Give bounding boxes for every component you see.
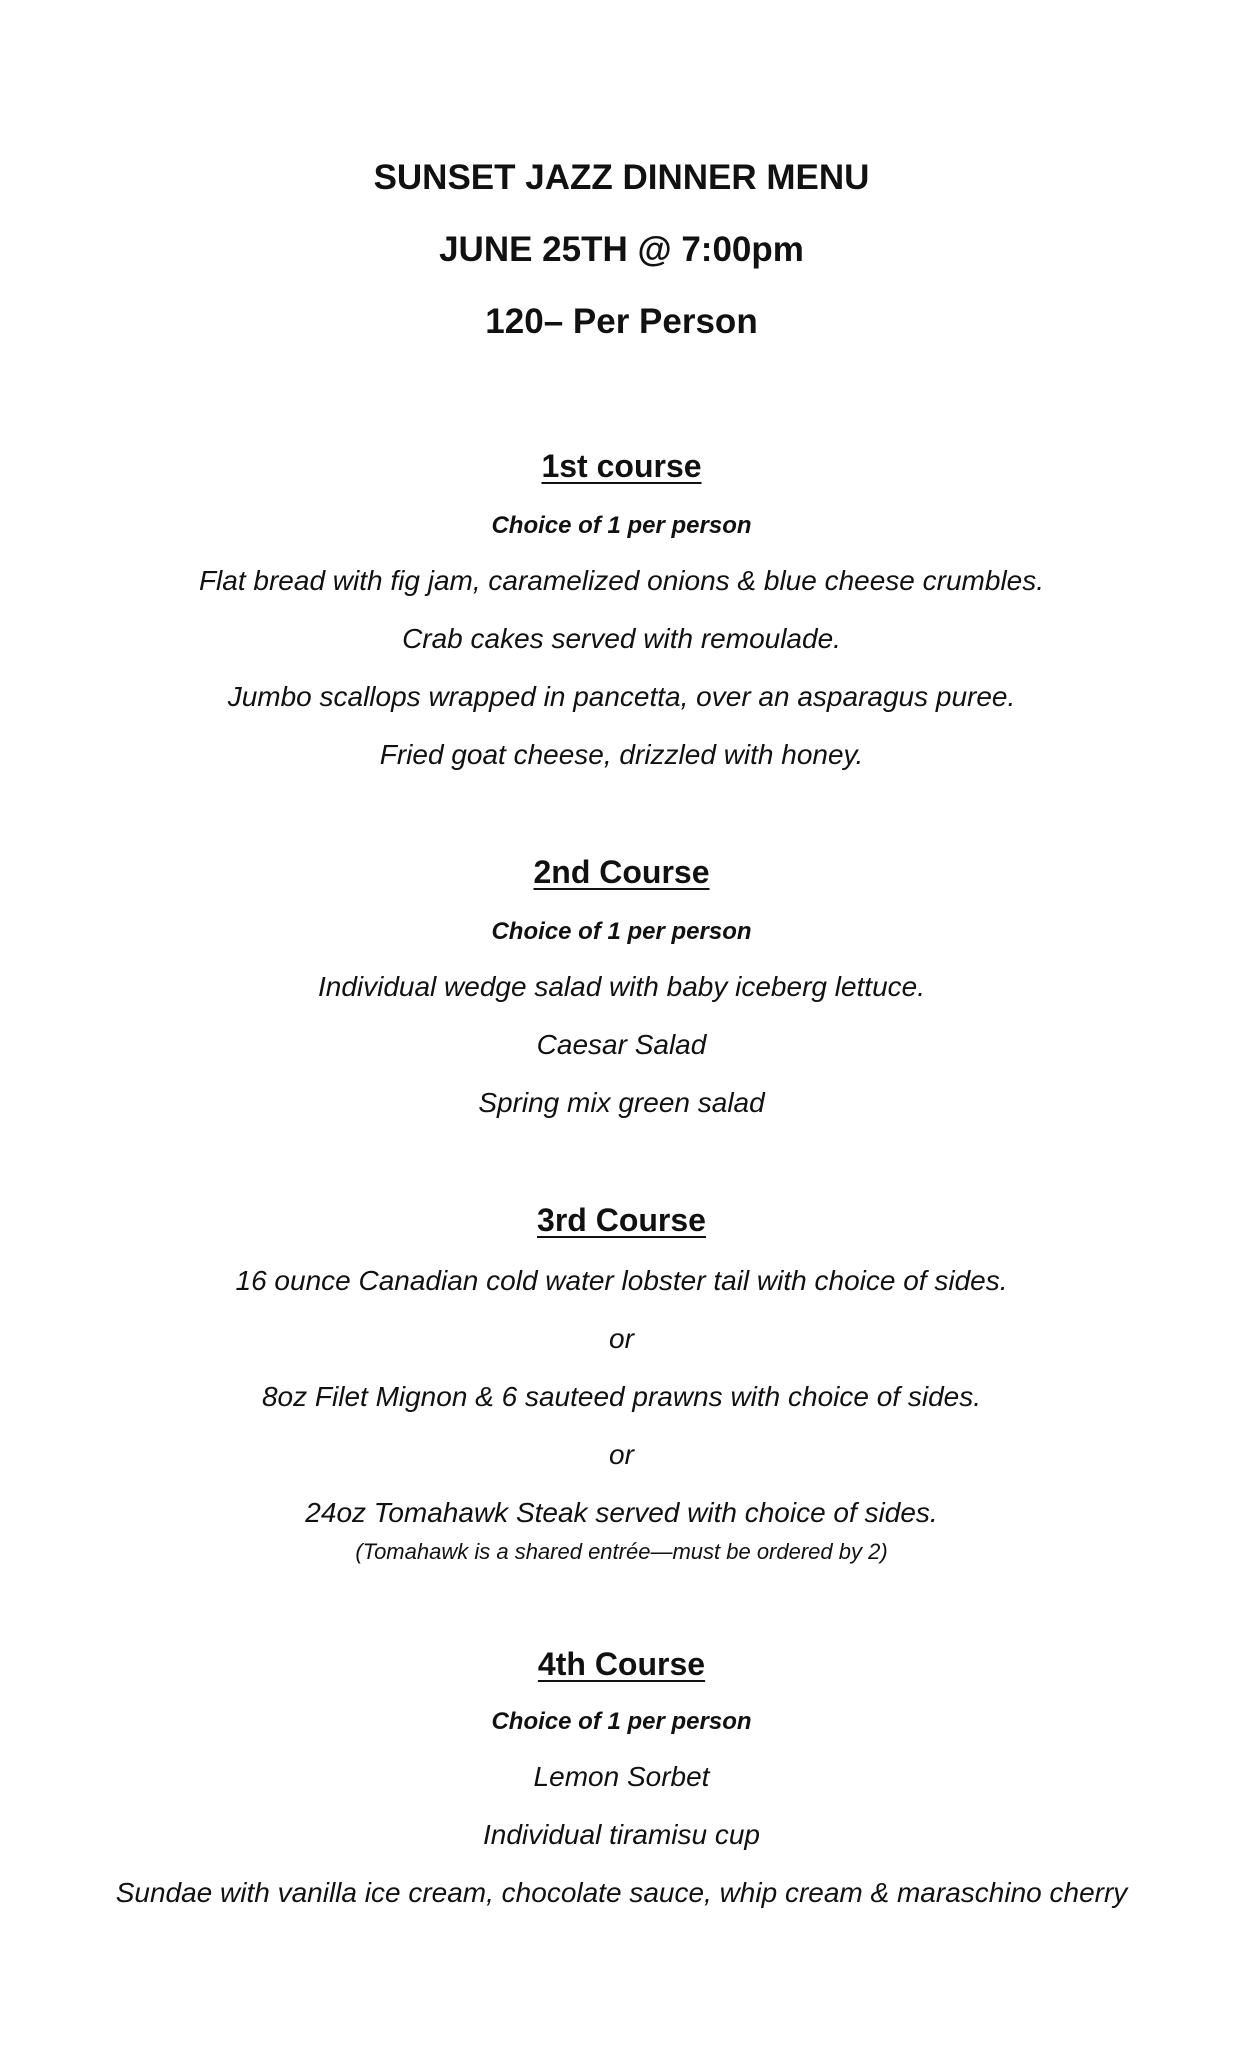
course-3-separator: or <box>609 1323 634 1354</box>
course-heading-4: 4th Course <box>537 1646 706 1682</box>
course-1-item: Jumbo scallops wrapped in pancetta, over an asparagus puree. <box>227 681 1016 712</box>
course-1-item: Crab cakes served with remoulade. <box>402 623 841 654</box>
course-4-item: Sundae with vanilla ice cream, chocolate sauce, whip cream & maraschino cherry <box>115 1877 1128 1908</box>
price-per-person: 120– Per Person <box>485 302 758 341</box>
course-heading-3: 3rd Course <box>537 1202 706 1238</box>
menu-title: SUNSET JAZZ DINNER MENU <box>373 158 870 197</box>
course-choice-4: Choice of 1 per person <box>491 1708 752 1735</box>
course-2-item: Caesar Salad <box>536 1029 707 1060</box>
course-3-item: 8oz Filet Mignon & 6 sauteed prawns with choice of sides. <box>261 1381 982 1412</box>
course-3-item: 16 ounce Canadian cold water lobster tail with choice of sides. <box>235 1265 1008 1296</box>
course-heading-1: 1st course <box>541 448 702 484</box>
course-3-separator: or <box>609 1439 634 1470</box>
course-heading-2: 2nd Course <box>533 854 710 890</box>
event-date-time: JUNE 25TH @ 7:00pm <box>439 230 804 269</box>
course-2-item: Individual wedge salad with baby iceberg lettuce. <box>317 971 926 1002</box>
course-2-item: Spring mix green salad <box>478 1087 765 1118</box>
course-4-item: Individual tiramisu cup <box>482 1819 761 1850</box>
tomahawk-note: (Tomahawk is a shared entrée—must be ordered by 2) <box>355 1539 888 1564</box>
course-choice-1: Choice of 1 per person <box>491 512 752 539</box>
course-4-item: Lemon Sorbet <box>533 1761 710 1792</box>
course-1-item: Fried goat cheese, drizzled with honey. <box>379 739 864 770</box>
course-1-item: Flat bread with fig jam, caramelized onions & blue cheese crumbles. <box>198 565 1045 596</box>
course-choice-2: Choice of 1 per person <box>491 918 752 945</box>
course-3-item: 24oz Tomahawk Steak served with choice of sides. <box>305 1497 938 1528</box>
